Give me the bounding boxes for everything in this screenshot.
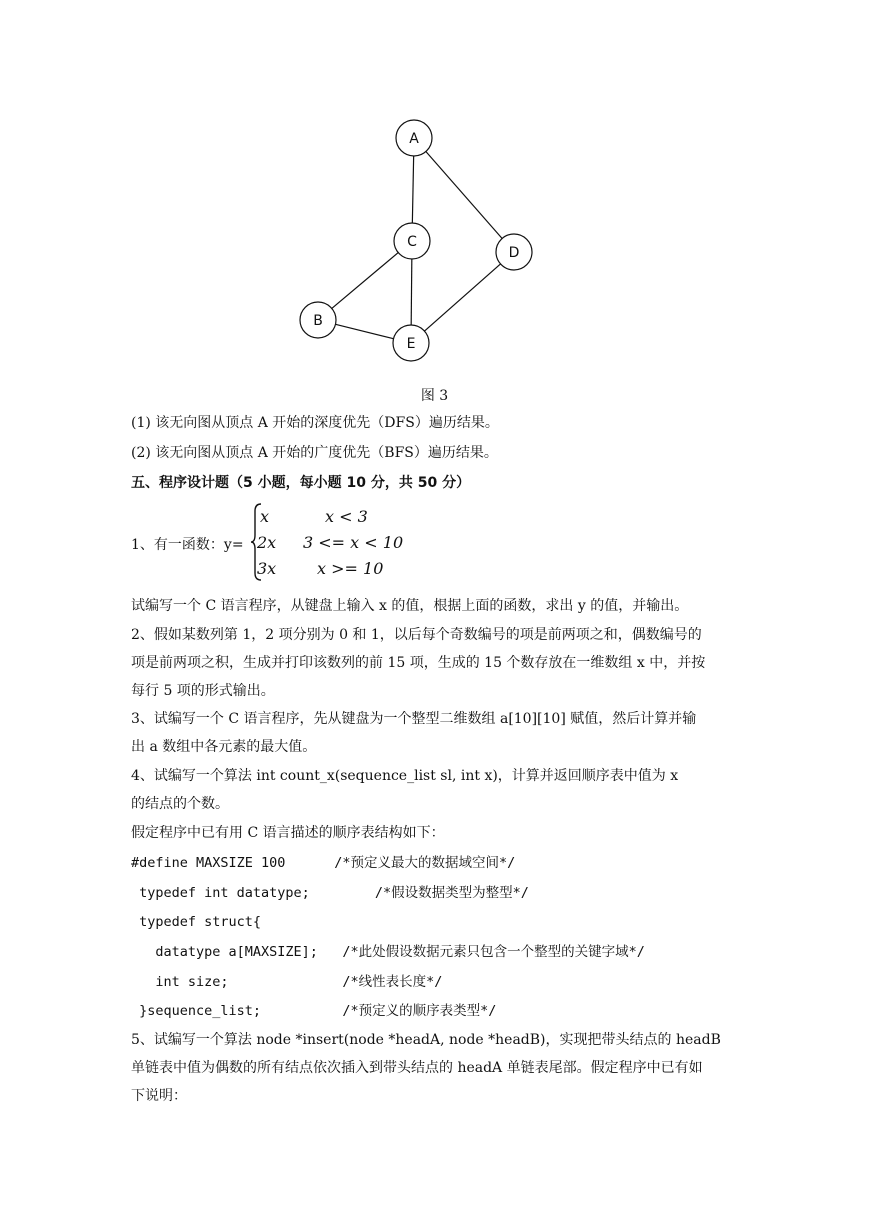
code-line-6: }sequence_list; /*预定义的顺序表类型*/ xyxy=(131,1003,497,1019)
edge-A-D xyxy=(426,152,502,239)
code-line-2: typedef int datatype; /*假设数据类型为整型*/ xyxy=(131,885,529,901)
q1-prefix: 1、有一函数：y= xyxy=(131,537,244,553)
q3-line-1: 3、试编写一个 C 语言程序，先从键盘为一个整型二维数组 a[10][10] 赋值，然后计算并输 xyxy=(131,711,697,727)
node-label-B: B xyxy=(313,313,323,329)
q5-line-1: 5、试编写一个算法 node *insert(node *headA, node *headB)，实现把带头结点的 headB xyxy=(131,1032,721,1048)
case-3-expr: 3x xyxy=(257,559,277,578)
node-label-D: D xyxy=(508,245,520,261)
code-line-1: #define MAXSIZE 100 /*预定义最大的数据域空间*/ xyxy=(131,855,516,871)
edge-C-B xyxy=(332,253,398,309)
case-1-expr: x xyxy=(260,507,270,526)
case-2-expr: 2x xyxy=(257,533,277,552)
q3-line-2: 出 a 数组中各元素的最大值。 xyxy=(131,739,317,755)
case-3-cond: x >= 10 xyxy=(317,559,384,578)
edge-D-E xyxy=(424,264,500,331)
node-label-E: E xyxy=(406,336,416,352)
node-A xyxy=(396,120,432,156)
node-E xyxy=(393,325,429,361)
q2-line-2: 项是前两项之积，生成并打印该数列的前 15 项，生成的 15 个数存放在一维数组 x 中，并按 xyxy=(131,655,706,671)
q2-line-3: 每行 5 项的形式输出。 xyxy=(131,683,275,699)
figure-caption: 图 3 xyxy=(420,388,449,404)
edge-B-E xyxy=(335,324,393,338)
q2-line-1: 2、假如某数列第 1，2 项分别为 0 和 1，以后每个奇数编号的项是前两项之和，偶数编号的 xyxy=(131,627,702,643)
q5-line-2: 单链表中值为偶数的所有结点依次插入到带头结点的 headA 单链表尾部。假定程序中已有如 xyxy=(131,1060,703,1076)
node-label-A: A xyxy=(409,131,419,147)
code-line-3: typedef struct{ xyxy=(131,914,262,930)
q4-line-1: 4、试编写一个算法 int count_x(sequence_list sl, int x)，计算并返回顺序表中值为 x xyxy=(131,768,679,784)
case-1-cond: x < 3 xyxy=(325,507,368,526)
edge-C-E xyxy=(411,259,412,325)
node-D xyxy=(496,234,532,270)
section-title: 五、程序设计题（5 小题，每小题 10 分，共 50 分） xyxy=(131,475,471,491)
node-label-C: C xyxy=(407,234,417,250)
graph-question-1: (1) 该无向图从顶点 A 开始的深度优先（DFS）遍历结果。 xyxy=(131,415,499,431)
code-line-5: int size; /*线性表长度*/ xyxy=(131,974,443,990)
graph-question-2: (2) 该无向图从顶点 A 开始的广度优先（BFS）遍历结果。 xyxy=(131,445,498,461)
q5-line-3: 下说明： xyxy=(131,1088,187,1104)
node-B xyxy=(300,302,336,338)
q4-line-2: 的结点的个数。 xyxy=(131,796,229,812)
undirected-graph-figure xyxy=(290,108,550,368)
q4-line-3: 假定程序中已有用 C 语言描述的顺序表结构如下： xyxy=(131,825,445,841)
case-2-cond: 3 <= x < 10 xyxy=(303,533,404,552)
edge-A-C xyxy=(412,156,413,223)
code-line-4: datatype a[MAXSIZE]; /*此处假设数据元素只包含一个整型的关键字域*/ xyxy=(131,944,645,960)
node-C xyxy=(394,223,430,259)
q1-text: 试编写一个 C 语言程序，从键盘上输入 x 的值，根据上面的函数，求出 y 的值，并输出。 xyxy=(131,598,689,614)
